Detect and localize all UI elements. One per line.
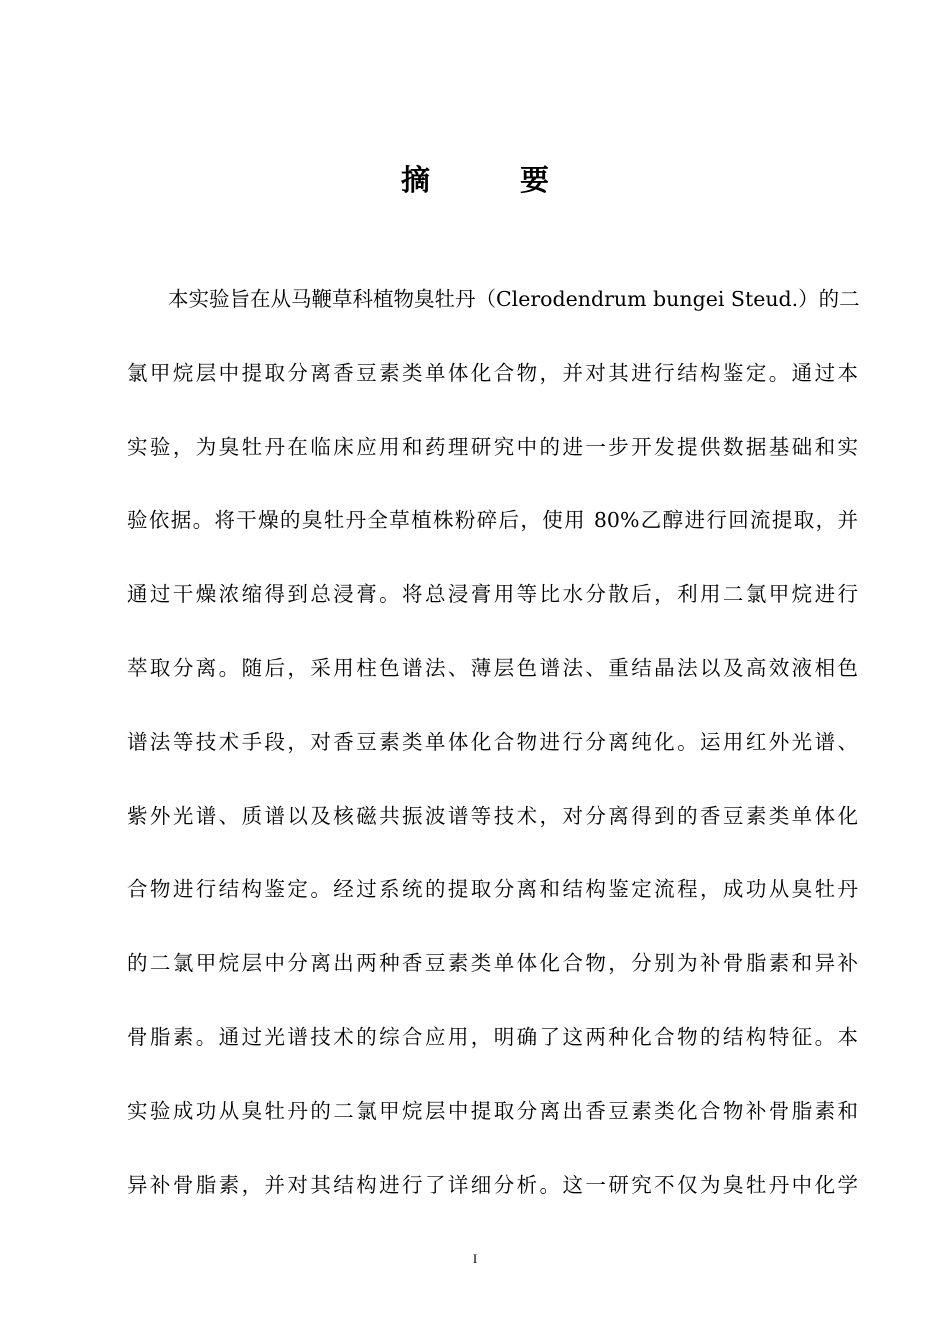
abstract-line-6: 萃取分离。随后，采用柱色谱法、薄层色谱法、重结晶法以及高效液相色	[127, 655, 858, 680]
abstract-line-12: 实验成功从臭牡丹的二氯甲烷层中提取分离出香豆素类化合物补骨脂素和	[127, 1098, 858, 1123]
abstract-line-10: 的二氯甲烷层中分离出两种香豆素类单体化合物，分别为补骨脂素和异补	[127, 951, 858, 976]
abstract-line-2: 氯甲烷层中提取分离香豆素类单体化合物，并对其进行结构鉴定。通过本	[127, 360, 858, 385]
abstract-line-3: 实验，为臭牡丹在临床应用和药理研究中的进一步开发提供数据基础和实	[127, 434, 858, 459]
abstract-title: 摘 要	[400, 163, 590, 197]
abstract-line-13: 异补骨脂素，并对其结构进行了详细分析。这一研究不仅为臭牡丹中化学	[127, 1172, 858, 1197]
abstract-line-1: 本实验旨在从马鞭草科植物臭牡丹（Clerodendrum bungei Steud.）的二	[168, 287, 860, 311]
abstract-line-9: 合物进行结构鉴定。经过系统的提取分离和结构鉴定流程，成功从臭牡丹	[127, 877, 858, 902]
abstract-line-11: 骨脂素。通过光谱技术的综合应用，明确了这两种化合物的结构特征。本	[127, 1024, 858, 1049]
abstract-line-7: 谱法等技术手段，对香豆素类单体化合物进行分离纯化。运用红外光谱、	[127, 729, 858, 754]
page-number: I	[472, 1251, 478, 1266]
abstract-line-5: 通过干燥浓缩得到总浸膏。将总浸膏用等比水分散后，利用二氯甲烷进行	[127, 582, 858, 607]
abstract-line-8: 紫外光谱、质谱以及核磁共振波谱等技术，对分离得到的香豆素类单体化	[127, 803, 858, 828]
abstract-line-4: 验依据。将干燥的臭牡丹全草植株粉碎后，使用 80%乙醇进行回流提取，并	[127, 508, 858, 533]
abstract-body	[127, 279, 858, 1238]
